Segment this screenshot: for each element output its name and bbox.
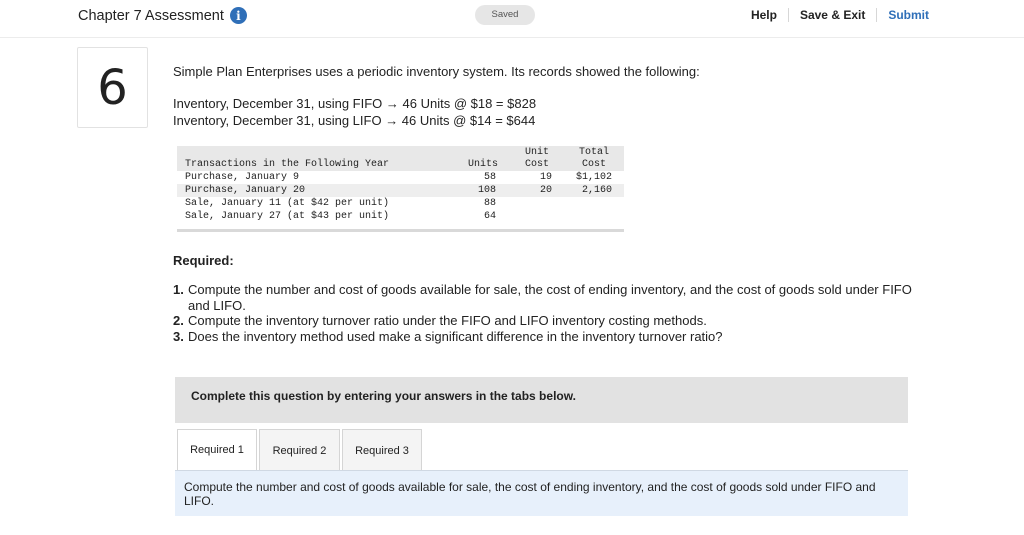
header-unit-cost-line2: Cost [524,159,549,170]
saved-status-badge: Saved [475,5,535,25]
required-list [173,282,923,344]
required-item-text: Compute the number and cost of goods available for sale, the cost of ending inventory, and the cost of goods sold under FIFO and LIFO. [188,282,912,313]
inventory-fifo-line: Inventory, December 31, using FIFO → 46 Units @ $18 = $828 [173,96,537,111]
complete-instructions-text: Complete this question by entering your answers in the tabs below. [191,389,576,403]
row-1-units: 58 [483,172,496,183]
question-intro: Simple Plan Enterprises uses a periodic inventory system. Its records showed the following: [173,64,700,79]
required-item-text: Compute the inventory turnover ratio under the FIFO and LIFO inventory costing methods. [188,313,707,328]
row-1-label: Purchase, January 9 [185,172,300,183]
tab-required-1[interactable]: Required 1 [177,429,257,471]
assessment-title-wrap [78,7,247,24]
submit-link[interactable]: Submit [888,8,929,22]
required-item-text: Does the inventory method used make a significant difference in the inventory turnover ratio? [188,328,723,344]
row-1-unit-cost: 19 [539,172,552,183]
tab-instruction: Compute the number and cost of goods available for sale, the cost of ending inventory, and the cost of goods sold under FIFO and LIFO. [175,470,908,516]
assessment-title: Chapter 7 Assessment [78,7,224,24]
row-2-total-cost: 2,160 [581,185,612,196]
required-tabs [177,429,424,471]
row-2-units: 108 [477,185,496,196]
tab-required-2[interactable]: Required 2 [259,429,340,471]
tab-required-3[interactable]: Required 3 [342,429,422,471]
complete-instructions-box [175,377,908,423]
required-heading: Required: [173,253,234,268]
header-units: Units [467,159,498,170]
divider [876,8,877,22]
inventory-lifo-line: Inventory, December 31, using LIFO → 46 Units @ $14 = $644 [173,113,536,128]
required-item [173,282,923,313]
required-item [173,329,923,345]
header-total-cost-line1: Total [578,147,609,158]
header-total-cost-line2: Cost [581,159,606,170]
header-transactions: Transactions in the Following Year [185,159,390,170]
info-icon[interactable]: i [230,7,247,24]
help-link[interactable]: Help [750,8,777,22]
row-4-label: Sale, January 27 (at $43 per unit) [185,211,390,222]
divider [788,8,789,22]
save-exit-link[interactable]: Save & Exit [799,8,866,22]
required-item-number: 3. [173,328,184,344]
required-item-number: 2. [173,313,184,328]
top-actions [751,8,929,22]
top-bar [0,0,1024,38]
table-bottom-rule [177,229,624,232]
row-4-units: 64 [483,211,496,222]
row-2-unit-cost: 20 [539,185,552,196]
required-item-number: 1. [173,282,184,297]
row-3-label: Sale, January 11 (at $42 per unit) [185,198,390,209]
row-2-label: Purchase, January 20 [185,185,306,196]
row-3-units: 88 [483,198,496,209]
row-1-total-cost: $1,102 [575,172,612,183]
header-unit-cost-line1: Unit [524,147,549,158]
question-number: 6 [77,47,148,128]
required-item [173,313,923,329]
